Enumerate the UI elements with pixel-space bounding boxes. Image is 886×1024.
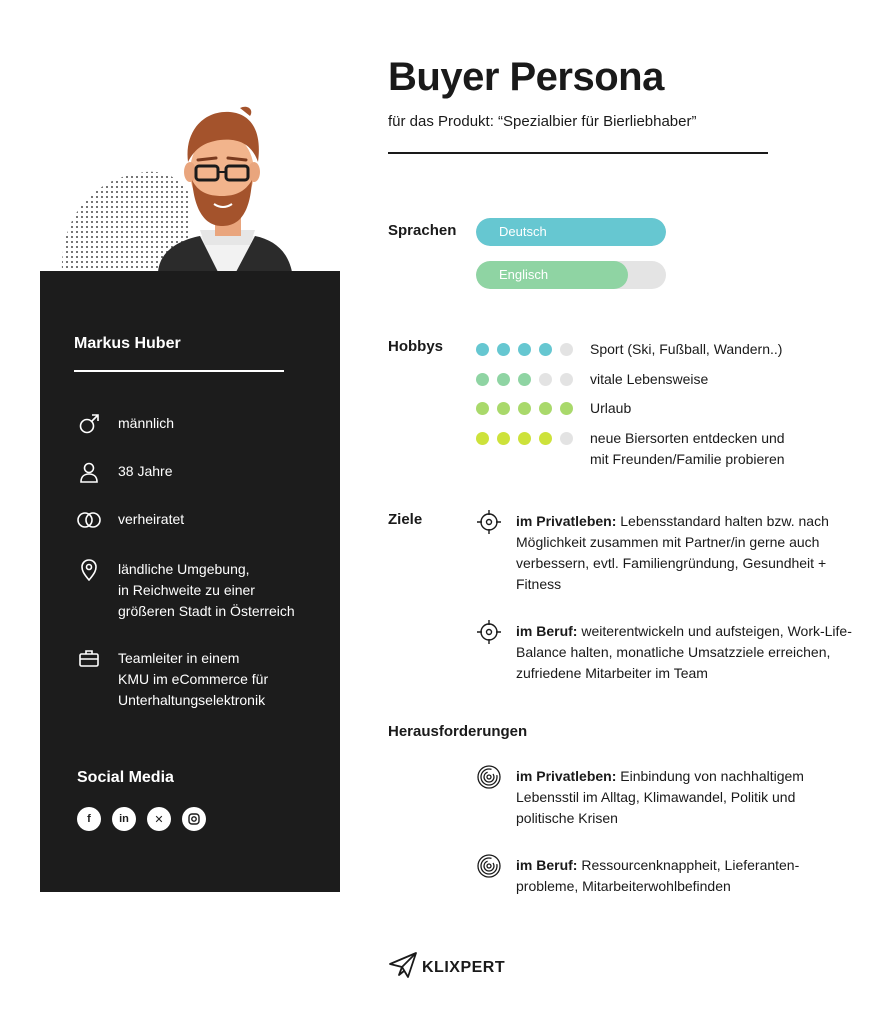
hobby-item [476, 369, 708, 390]
hobby-rating [476, 339, 590, 360]
goal-description: weiterentwickeln und aufsteigen, Work-Life-Balance halten, monatliche Umsatzziele erreichen, zufriedene Mitarbeiter im Team [516, 623, 852, 681]
rings-icon [74, 509, 104, 531]
persona-name: Markus Huber [74, 335, 181, 352]
fact-marital-status [74, 509, 184, 531]
languages-label: Sprachen [388, 222, 457, 239]
rating-dot-filled [476, 343, 489, 356]
title-divider [388, 152, 768, 154]
challenge-description: Einbindung von nachhaltigem Lebensstil im Alltag, Klimawandel, Politik und politische Krisen [516, 768, 804, 826]
rating-dot-empty [560, 432, 573, 445]
goal-item [476, 621, 856, 684]
rating-dot-filled [539, 432, 552, 445]
rating-dot-filled [497, 373, 510, 386]
fact-text: männlich [118, 415, 175, 431]
challenge-item [476, 766, 826, 829]
goal-text [516, 511, 856, 595]
language-bar-englisch [476, 261, 666, 289]
language-name: Deutsch [499, 224, 547, 239]
rating-dot-filled [497, 432, 510, 445]
rating-dot-empty [560, 343, 573, 356]
challenge-item [476, 855, 816, 897]
hobby-rating [476, 369, 590, 390]
challenge-scope: im Beruf: [516, 857, 578, 873]
goal-scope: im Privatleben: [516, 513, 617, 529]
hobby-rating [476, 428, 590, 470]
rating-dot-filled [539, 402, 552, 415]
challenge-text [516, 766, 826, 829]
hobby-text: Urlaub [590, 400, 632, 416]
goal-scope: im Beruf: [516, 623, 578, 639]
facebook-icon[interactable]: f [77, 807, 101, 831]
hobbies-label: Hobbys [388, 338, 444, 355]
rating-dot-filled [518, 432, 531, 445]
goals-label: Ziele [388, 511, 423, 528]
challenge-text [516, 855, 816, 897]
fact-location [74, 559, 295, 622]
language-name: Englisch [499, 267, 549, 282]
social-media-links [77, 807, 206, 831]
rating-dot-filled [560, 402, 573, 415]
hobby-item [476, 339, 782, 360]
target-icon [476, 509, 502, 535]
language-bar-deutsch [476, 218, 666, 246]
page-title: Buyer Persona [388, 55, 664, 99]
male-icon [74, 413, 104, 435]
location-pin-icon [74, 559, 104, 581]
rating-dot-filled [476, 402, 489, 415]
rating-dot-empty [560, 373, 573, 386]
brand-name: KLIXPERT [422, 958, 506, 976]
hobby-item [476, 398, 631, 419]
linkedin-icon[interactable]: in [112, 807, 136, 831]
hobby-text: vitale Lebensweise [590, 371, 709, 387]
challenges-label: Herausforderungen [388, 723, 528, 740]
briefcase-icon [74, 648, 104, 670]
paper-plane-icon [388, 950, 418, 985]
hobby-item [476, 428, 785, 470]
hobby-text: neue Biersorten entdecken und mit Freunden/Familie probieren [590, 430, 785, 467]
person-icon [74, 461, 104, 483]
goal-text [516, 621, 856, 684]
rating-dot-empty [539, 373, 552, 386]
instagram-icon[interactable] [182, 807, 206, 831]
rating-dot-filled [518, 402, 531, 415]
challenge-description: Ressourcenknappheit, Lieferanten-probleme, Mitarbeiterwohlbefinden [516, 857, 800, 894]
maze-icon [476, 853, 502, 879]
goal-description: Lebensstandard halten bzw. nach Möglichkeit zusammen mit Partner/in gerne auch verbessern, evtl. Familiengründung, Gesundheit + Fitness [516, 513, 829, 592]
rating-dot-filled [476, 432, 489, 445]
challenge-scope: im Privatleben: [516, 768, 617, 784]
persona-avatar [40, 100, 340, 275]
fact-age [74, 461, 172, 483]
rating-dot-filled [518, 373, 531, 386]
goal-item [476, 511, 856, 595]
profile-panel [40, 271, 340, 892]
fact-job [74, 648, 268, 711]
xing-icon[interactable]: ✕ [147, 807, 171, 831]
page-subtitle: für das Produkt: “Spezialbier für Bierliebhaber” [388, 113, 697, 130]
rating-dot-filled [476, 373, 489, 386]
rating-dot-filled [539, 343, 552, 356]
rating-dot-filled [497, 343, 510, 356]
hobby-rating [476, 398, 590, 419]
maze-icon [476, 764, 502, 790]
hobby-text: Sport (Ski, Fußball, Wandern..) [590, 341, 783, 357]
fact-gender [74, 413, 174, 435]
fact-text: ländliche Umgebung, in Reichweite zu einer größeren Stadt in Österreich [118, 561, 295, 619]
name-divider [74, 370, 284, 372]
rating-dot-filled [518, 343, 531, 356]
social-media-title: Social Media [77, 769, 174, 786]
brand-logo[interactable] [388, 950, 505, 985]
fact-text: Teamleiter in einem KMU im eCommerce für Unterhaltungselektronik [118, 650, 269, 708]
fact-text: 38 Jahre [118, 463, 173, 479]
rating-dot-filled [497, 402, 510, 415]
target-icon [476, 619, 502, 645]
fact-text: verheiratet [118, 511, 185, 527]
